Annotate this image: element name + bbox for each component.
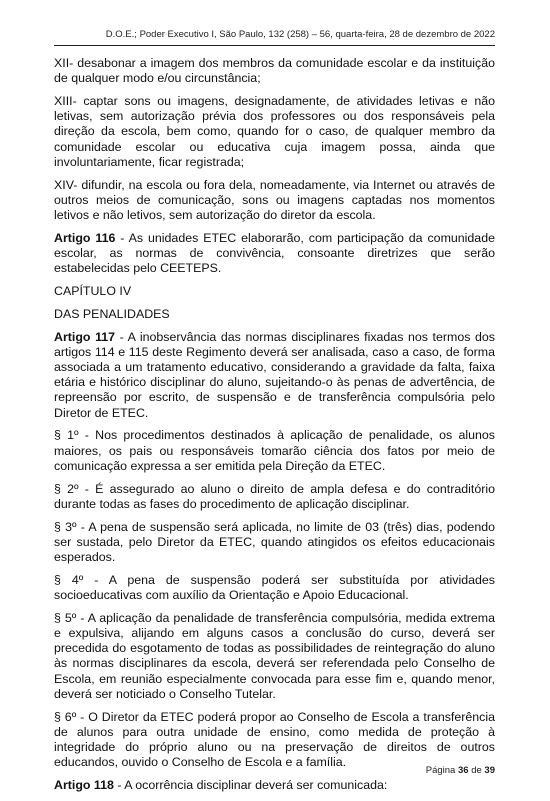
paragraph-text: XIV- difundir, na escola ou fora dela, nomeadamente, via Internet ou através de outros meios de comunicação, sons ou imagens captadas nos momentos letivos e não letivos, sem autorização do diretor da escola. [54,177,495,223]
paragraph-inciso-xiii [54,94,495,170]
paragraph-text: § 2º - É assegurado ao aluno o direito de ampla defesa e do contraditório durante todas as fases do procedimento de aplicação disciplinar. [54,481,495,511]
page-prefix: Página [425,765,458,776]
paragraph-par-2 [54,482,495,512]
paragraph-par-3 [54,520,495,566]
paragraph-text: - A inobservância das normas disciplinares fixadas nos termos dos artigos 114 e 115 deste Regimento deverá ser analisada, caso a caso, de forma associada a um tratamento educativo, considerando a gravidade da falta, faixa etária e histórico disciplinar do aluno, sujeitando-o às penas de advertência, de repreensão por escrito, de suspensão e de transferência compulsória pelo Diretor de ETEC. [54,329,495,420]
paragraph-par-6 [54,710,495,771]
paragraph-text: XII- desabonar a imagem dos membros da comunidade escolar e da instituição de qualquer modo e/ou circunstância; [54,56,495,86]
article-label: Artigo 117 [54,329,116,344]
article-label: Artigo 118 [54,778,114,793]
paragraph-artigo-118 [54,778,495,793]
paragraph-text: § 4º - A pena de suspensão poderá ser substituída por atividades socioeducativas com auxílio da Orientação e Apoio Educacional. [54,572,495,603]
section-title: DAS PENALIDADES [54,306,170,321]
paragraph-par-5 [54,611,495,702]
chapter-title: CAPÍTULO IV [54,284,132,299]
paragraph-inciso-xii [54,56,495,86]
page-total: 39 [484,765,495,776]
paragraph-inciso-xiv [54,178,495,224]
document-body [54,56,495,801]
page-footer [426,765,495,776]
article-label: Artigo 116 [54,230,116,245]
paragraph-text: § 1º - Nos procedimentos destinados à aplicação de penalidade, os alunos maiores, os pais ou responsáveis tomarão ciência dos fatos por meio de comunicação expressa a ser emitida pela Direção da ETEC. [54,428,495,473]
paragraph-text: - A ocorrência disciplinar deverá ser comunicada: [113,778,388,793]
chapter-heading [54,284,495,299]
paragraph-artigo-117 [54,330,495,421]
page-header: D.O.E.; Poder Executivo I, São Paulo, 132 (258) – 56, quarta-feira, 28 de dezembro de 2022 [54,29,495,46]
paragraph-artigo-116 [54,231,495,277]
paragraph-text: § 6º - O Diretor da ETEC poderá propor ao Conselho de Escola a transferência de alunos para outra unidade de ensino, como medida de proteção à integridade do próprio aluno ou na preservação de direitos de outros educandos, ouvido o Conselho de Escola e a família. [54,709,495,770]
paragraph-text: § 5º - A aplicação da penalidade de transferência compulsória, medida extrema e expulsiva, alijando em alguns casos a conclusão do curso, deverá ser precedida do esgotamento de todas as possibilidades de reintegração do aluno às normas disciplinares da escola, deverá ser referendada pelo Conselho de Escola, em reunião especialmente convocada para esse fim e, quando menor, deverá ser noticiado o Conselho Tutelar. [54,610,495,701]
paragraph-text: - As unidades ETEC elaborarão, com participação da comunidade escolar, as normas de convivência, consoante diretrizes que serão estabelecidas pelo CEETEPS. [54,230,495,276]
paragraph-par-1 [54,428,495,474]
paragraph-text: § 3º - A pena de suspensão será aplicada, no limite de 03 (três) dias, podendo ser sustada, pelo Diretor da ETEC, quando atingidos os efeitos educacionais esperados. [54,519,495,565]
page-number: 36 [457,765,469,776]
paragraph-text: XIII- captar sons ou imagens, designadamente, de atividades letivas e não letivas, sem autorização prévia dos professores ou dos responsáveis pela direção da escola, bem como, quando for o caso, de qualquer membro da comunidade escolar ou educativa cuja imagem possa, ainda que involuntariamente, ficar registrada; [54,94,495,169]
page-separator: de [468,765,485,776]
section-heading [54,307,495,322]
paragraph-par-4 [54,573,495,603]
